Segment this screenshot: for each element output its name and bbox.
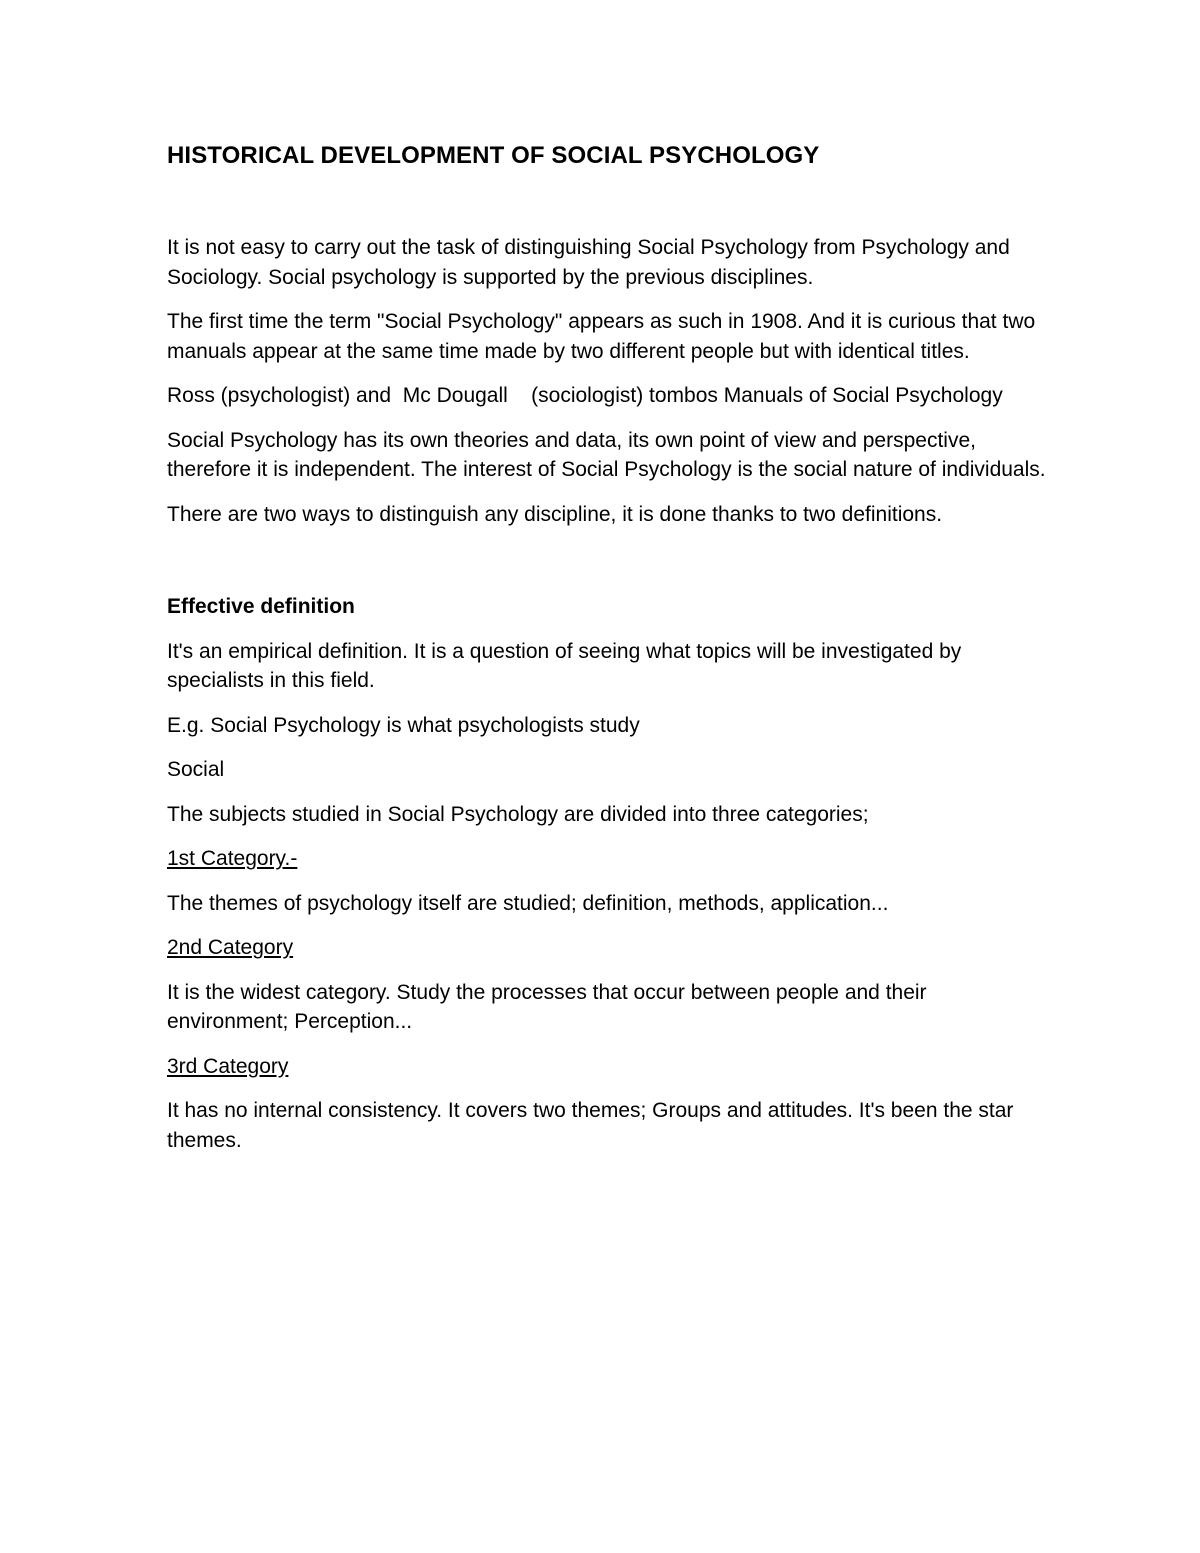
intro-paragraph-3: Ross (psychologist) and Mc Dougall (sociologist) tombos Manuals of Social Psychology bbox=[167, 384, 1003, 407]
category-1-text: The themes of psychology itself are studied; definition, methods, application... bbox=[167, 891, 889, 915]
section-paragraph-1: It's an empirical definition. It is a question of seeing what topics will be investigated by specialists in this field. bbox=[167, 639, 962, 692]
document-body bbox=[167, 141, 1047, 1170]
section-heading: Effective definition bbox=[167, 595, 355, 618]
spacer bbox=[167, 544, 1047, 592]
section-paragraph-2: E.g. Social Psychology is what psychologists study bbox=[167, 713, 640, 737]
category-2-label: 2nd Category bbox=[167, 936, 294, 959]
document-title: HISTORICAL DEVELOPMENT OF SOCIAL PSYCHOLOGY bbox=[167, 142, 820, 169]
category-2-text: It is the widest category. Study the processes that occur between people and their environment; Perception... bbox=[167, 980, 927, 1033]
category-1-label: 1st Category.- bbox=[167, 847, 298, 870]
section-paragraph-4: The subjects studied in Social Psychology are divided into three categories; bbox=[167, 802, 869, 826]
intro-paragraph-2: The first time the term "Social Psychology" appears as such in 1908. And it is curious that two manuals appear at the same time made by two different people but with identical titles. bbox=[167, 310, 1036, 363]
intro-paragraph-4: Social Psychology has its own theories and data, its own point of view and perspective, therefore it is independent. The interest of Social Psychology is the social nature of individuals. bbox=[167, 428, 1046, 481]
category-3-text: It has no internal consistency. It covers two themes; Groups and attitudes. It's been the star themes. bbox=[167, 1099, 1014, 1152]
spacer bbox=[167, 171, 1047, 233]
section-paragraph-3: Social bbox=[167, 758, 225, 781]
category-3-label: 3rd Category bbox=[167, 1054, 289, 1078]
intro-paragraph-5: There are two ways to distinguish any discipline, it is done thanks to two definitions. bbox=[167, 502, 943, 526]
intro-paragraph-1: It is not easy to carry out the task of distinguishing Social Psychology from Psychology and Sociology. Social psychology is supported by the previous disciplines. bbox=[167, 236, 1010, 289]
